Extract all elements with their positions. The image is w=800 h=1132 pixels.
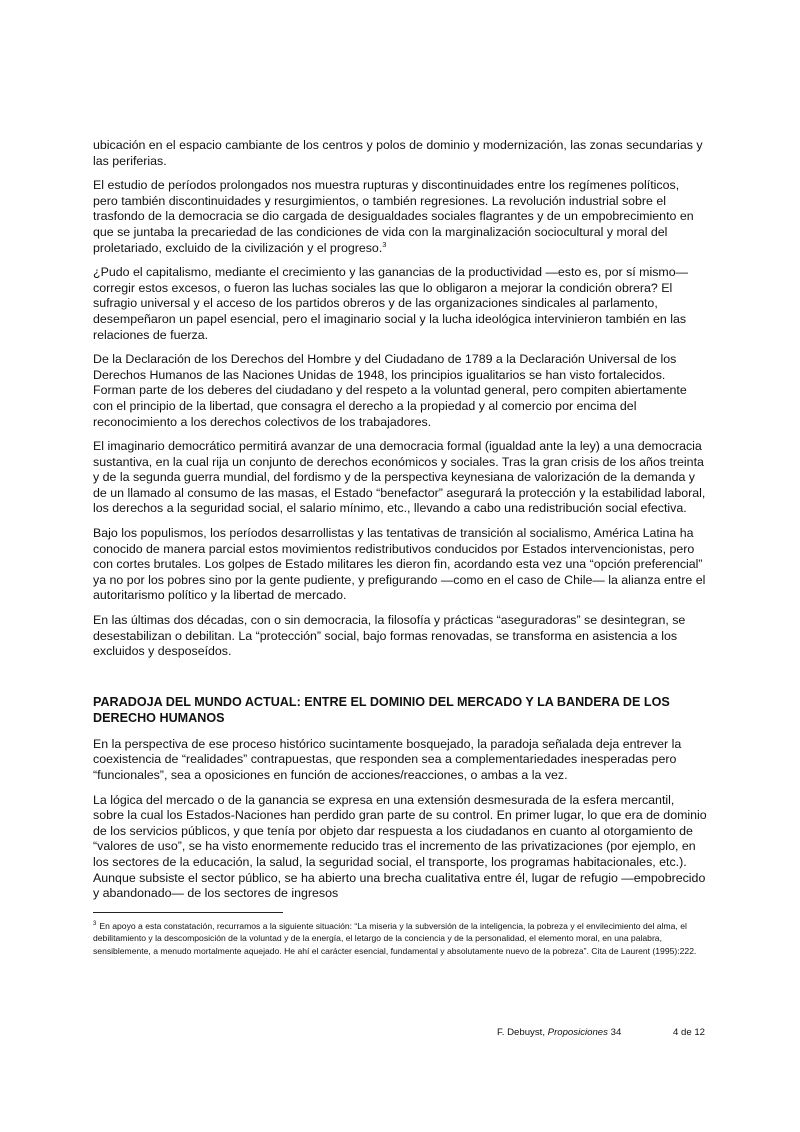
footnote [93,920,707,957]
body-text [93,138,707,911]
footer-issue: 34 [610,1027,622,1038]
page-footer [497,1027,707,1039]
paragraph: En la perspectiva de ese proceso histórico sucintamente bosquejado, la paradoja señalada deja entrever la coexistencia de “realidades” contrapuestas, que responden sea a complementariedades inesperadas pero “funcionales”, sea a oposiciones en función de acciones/reacciones, o ambas a la vez. [93,736,682,782]
paragraph: ¿Pudo el capitalismo, mediante el crecimiento y las ganancias de la productividad —esto es, por sí mismo— corregir estos excesos, o fueron las luchas sociales las que lo obligaron a mejorar la condición obrera? El sufragio universal y el acceso de los partidos obreros y de las organizaciones sindicales al parlamento, desempeñaron un papel esencial, pero el imaginario social y la lucha ideológica intervinieron también en las relaciones de fuerza. [93,265,689,342]
paragraph: El imaginario democrático permitirá avanzar de una democracia formal (igualdad ante la ley) a una democracia sustantiva, en la cual rija un conjunto de derechos económicos y sociales. Tras la gran crisis de los años treinta y de la segunda guerra mundial, del fordismo y de la perspectiva keynesiana de valorización de la demanda y de un llamado al consumo de las masas, el Estado “benefactor” asegurará la protección y la estabilidad laboral, los derechos a la seguridad social, el salario mínimo, etc., llevando a cabo una redistribución social efectiva. [93,439,706,516]
paragraph-text: El estudio de períodos prolongados nos muestra rupturas y discontinuidades entre los regímenes políticos, pero también discontinuidades y resurgimientos, o también regresiones. La revolución industrial sobre el trasfondo de la democracia se dio cargada de desigualdades sociales flagrantes y de un empobrecimiento en que se juntaba la precariedad de las condiciones de vida con la marginalización sociocultural y moral del proletariado, excluido de la civilización y el progreso. [93,178,694,255]
footnote-divider [93,912,283,913]
footnote-reference[interactable]: 3 [382,239,387,249]
paragraph: En las últimas dos décadas, con o sin democracia, la filosofía y prácticas “aseguradoras” se desintegran, se desestabilizan o debilitan. La “protección” social, bajo formas renovadas, se transforma en asistencia a los excluidos y desposeídos. [93,613,686,659]
footer-publication: Proposiciones [547,1027,608,1038]
paragraph: De la Declaración de los Derechos del Hombre y del Ciudadano de 1789 a la Declaración Universal de los Derechos Humanos de las Naciones Unidas de 1948, los principios igualitarios se han visto fortalecidos. Forman parte de los deberes del ciudadano y del respeto a la voluntad general, pero compiten abiertamente con el principio de la libertad, que consagra el derecho a la propiedad y al comercio por encima del reconocimiento a los derechos colectivos de los trabajadores. [93,352,687,429]
section-heading: PARADOJA DEL MUNDO ACTUAL: ENTRE EL DOMINIO DEL MERCADO Y LA BANDERA DE LOS DERECHO HUMANOS [93,694,670,725]
paragraph: ubicación en el espacio cambiante de los centros y polos de dominio y modernización, las zonas secundarias y las periferias. [93,138,703,168]
paragraph: Bajo los populismos, los períodos desarrollistas y las tentativas de transición al socialismo, América Latina ha conocido de manera parcial estos movimientos redistributivos conducidos por Estados intervencionistas, pero con cortes brutales. Los golpes de Estado militares les dieron fin, acordando esta vez una “opción preferencial” ya no por los pobres sino por la gente pudiente, y prefigurando —como en el caso de Chile— la alianza entre el autoritarismo político y la libertad de mercado. [93,526,706,603]
paragraph: La lógica del mercado o de la ganancia se expresa en una extensión desmesurada de la esfera mercantil, sobre la cual los Estados-Naciones han perdido gran parte de su control. En primer lugar, lo que era de dominio de los servicios públicos, y que tenía por objeto dar respuesta a los ciudadanos en cuanto al otorgamiento de “valores de uso”, se ha visto enormemente reducido tras el incremento de las privatizaciones (por ejemplo, en los sectores de la educación, la salud, la seguridad social, el transporte, los programas habitacionales, etc.). Aunque subsiste el sector público, se ha abierto una brecha cualitativa entre él, lugar de refugio —empobrecido y abandonado— de los sectores de ingresos [93,792,707,901]
page-number: 4 de 12 [673,1027,706,1038]
footer-author: F. Debuyst, [497,1027,545,1038]
paragraph-with-footnote [93,178,707,256]
footnote-number: 3 [93,921,97,928]
footnote-text: En apoyo a esta constatación, recurramos a la siguiente situación: “La miseria y la subversión de la inteligencia, la pobreza y el envilecimiento del alma, el debilitamiento y la descomposición de la voluntad y de la energía, el letargo de la conciencia y de la personalidad, el elemento moral, en una palabra, sensiblemente, a menudo mortalmente aquejado. He ahí el carácter esencial, fundamental y absolutamente nuevo de la pobreza”. Cita de Laurent (1995):222. [93,921,697,956]
